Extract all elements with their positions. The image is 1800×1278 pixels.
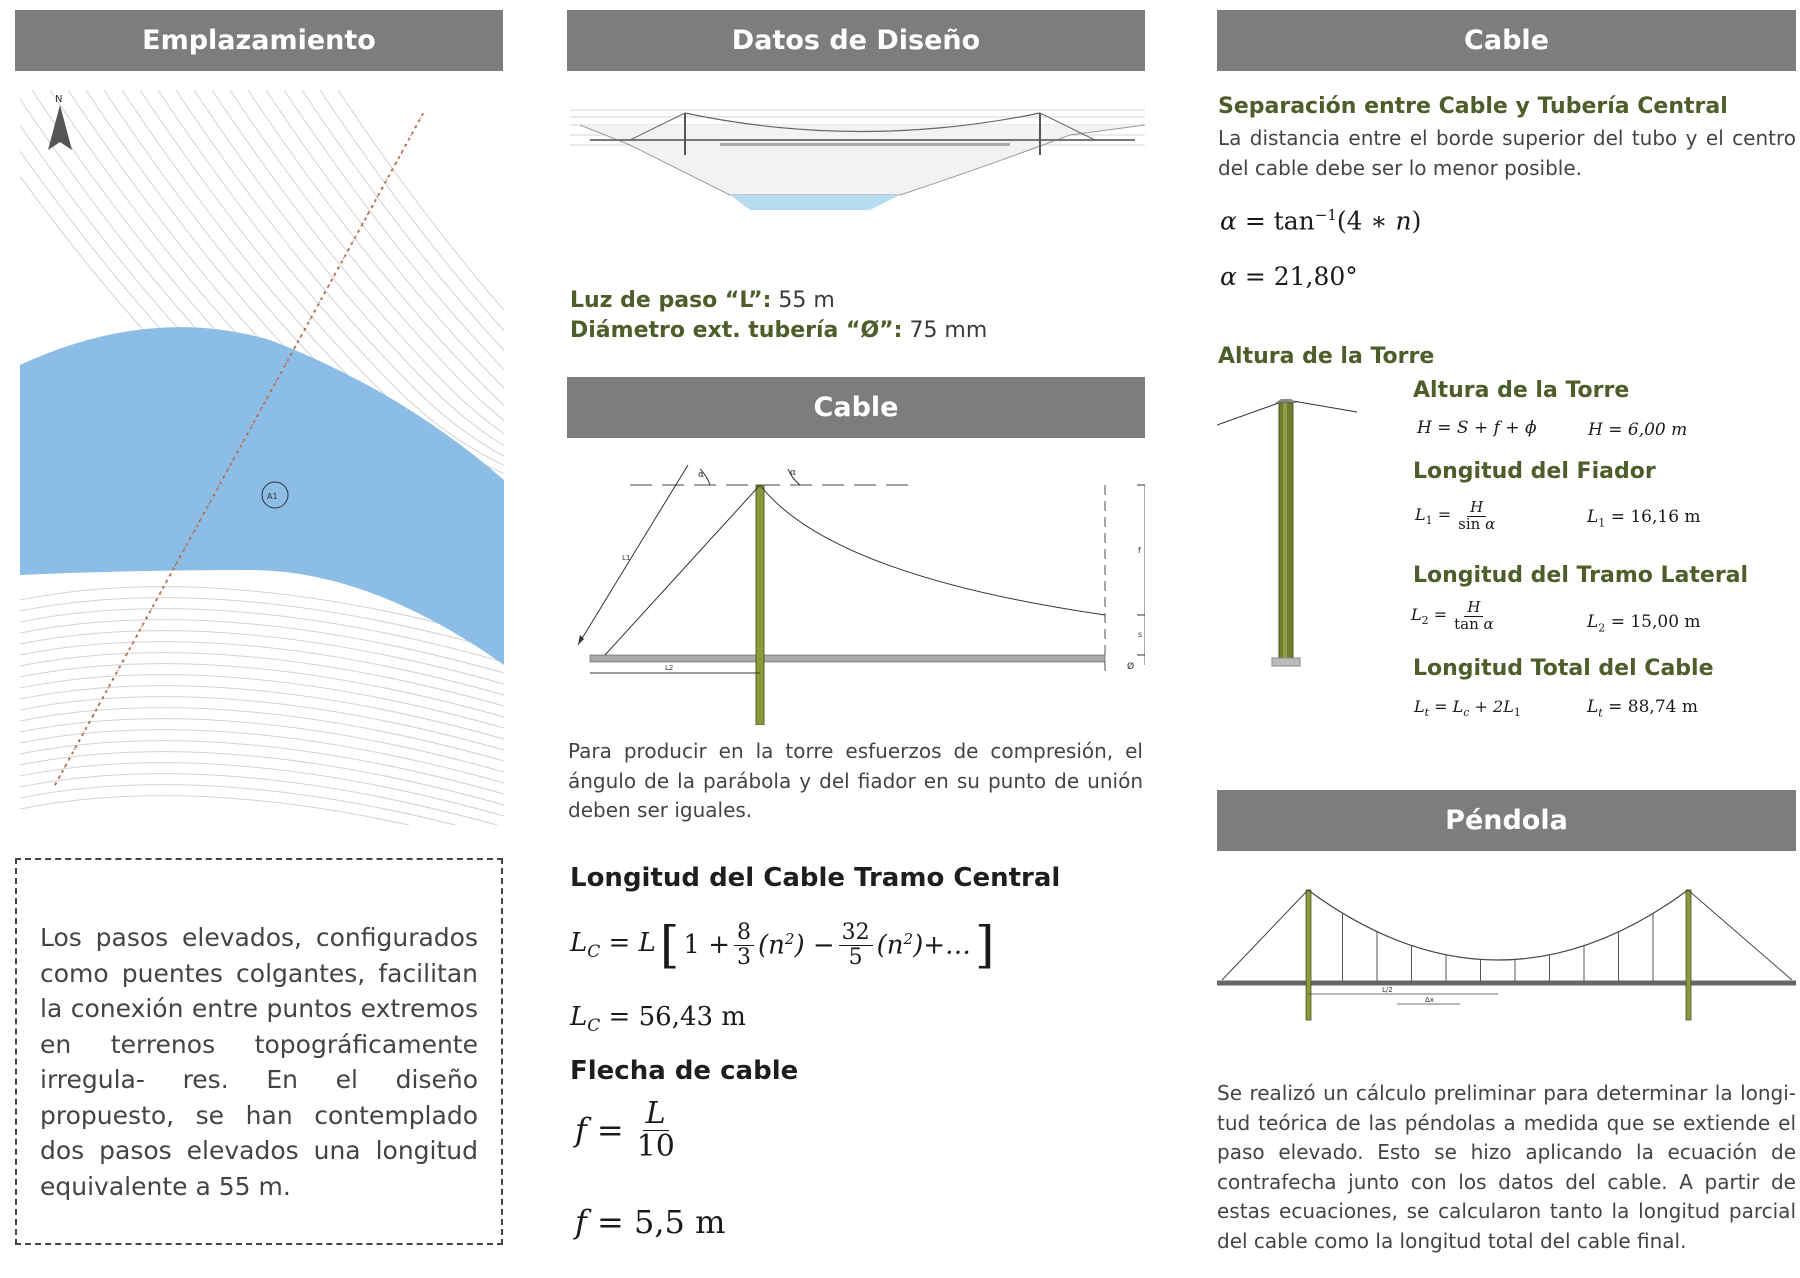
lc-result: $L_C = 56,43$ m xyxy=(570,1002,746,1037)
alpha-formula: $\alpha = \tan^{-1}(4$ ∗ n) xyxy=(1220,206,1422,236)
luz-label: Luz de paso “L”: xyxy=(570,288,772,313)
cable-header-right: Cable xyxy=(1217,10,1796,71)
l2-formula: $L_2$ = $\frac{H}{\text{tan α}}$ xyxy=(1411,598,1494,633)
lt-formula: $L_t = L_c + 2L_1$ xyxy=(1414,697,1521,720)
lt-result: $L_t = 88,74$ m xyxy=(1587,697,1698,720)
pendola-diagram xyxy=(1217,880,1796,1025)
total-title: Longitud Total del Cable xyxy=(1413,656,1714,681)
altura-section-title: Altura de la Torre xyxy=(1218,344,1435,369)
luz-value: 55 m xyxy=(771,288,835,313)
svg-text:α: α xyxy=(698,470,705,480)
f-result: f = 5,5 m xyxy=(575,1203,726,1241)
l2-result: $L_2 = 15,00$ m xyxy=(1587,612,1701,635)
pendola-header: Péndola xyxy=(1217,790,1796,851)
datos-diseno-header: Datos de Diseño xyxy=(567,10,1145,71)
marker-label: A1 xyxy=(267,492,278,501)
tower-illustration xyxy=(1217,395,1362,675)
svg-text:s: s xyxy=(1138,630,1143,639)
svg-text:f: f xyxy=(1138,546,1141,555)
flecha-title: Flecha de cable xyxy=(570,1056,799,1086)
north-label: N xyxy=(55,94,63,105)
design-data xyxy=(570,286,987,346)
lateral-title: Longitud del Tramo Lateral xyxy=(1413,563,1749,588)
svg-text:Ø: Ø xyxy=(1127,662,1135,672)
sep-title: Separación entre Cable y Tubería Central xyxy=(1218,94,1728,119)
svg-text:α: α xyxy=(790,468,797,478)
site-description: Los pasos elevados, configurados como puentes colgantes, facilitan la conexión entre puntos extremos en terrenos topográficamente irregula- res. En el diseño propuesto, se han contemplado dos pasos elevados una longitud equivalente a 55 m. xyxy=(40,923,478,1201)
f-formula: f = $\frac{L}{10}$ xyxy=(575,1096,675,1164)
altura-title: Altura de la Torre xyxy=(1413,378,1630,403)
l1-result: $L_1 = 16,16$ m xyxy=(1587,507,1701,530)
sep-text: La distancia entre el borde superior del tubo y el centro del cable debe ser lo menor posible. xyxy=(1218,126,1796,180)
cable-text: Para producir en la torre esfuerzos de compresión, el ángulo de la parábola y del fiador en su punto de unión deben ser iguales. xyxy=(568,739,1143,822)
site-map xyxy=(20,90,504,825)
emplazamiento-header: Emplazamiento xyxy=(15,10,503,71)
h-result: H = 6,00 m xyxy=(1588,420,1688,440)
h-formula: H = S + f + ϕ xyxy=(1417,418,1537,438)
cable-header-mid: Cable xyxy=(567,377,1145,438)
svg-text:L2: L2 xyxy=(665,664,674,672)
svg-text:L/2: L/2 xyxy=(1382,986,1393,994)
svg-text:L1: L1 xyxy=(622,554,631,562)
bridge-elevation xyxy=(570,95,1145,225)
pendola-text: Se realizó un cálculo preliminar para determinar la longi- tud teórica de las péndolas a medida que se extiende el paso elevado. Esto se hizo aplicando la ecuación de contrafecha junto con los datos del cable. A partir de estas ecuaciones, se calcularon tanto la longitud parcial del cable como la longitud total del cable final. xyxy=(1217,1081,1796,1253)
fiador-title: Longitud del Fiador xyxy=(1413,459,1656,484)
lc-formula: $L_C = L$ [ 1 + $\frac{8}{3}$ $(n^2)$ − $\frac{32}{5}$ $(n^2)+\dots$ ] xyxy=(570,916,995,974)
l1-formula: $L_1$ = $\frac{H}{\text{sin α}}$ xyxy=(1415,498,1496,533)
diam-label: Diámetro ext. tubería “Ø”: xyxy=(570,318,903,343)
svg-text:Δx: Δx xyxy=(1425,996,1434,1004)
cable-diagram xyxy=(570,455,1145,725)
central-title: Longitud del Cable Tramo Central xyxy=(570,863,1061,893)
diam-value: 75 mm xyxy=(902,318,988,343)
alpha-result: α = 21,80° xyxy=(1220,262,1358,291)
